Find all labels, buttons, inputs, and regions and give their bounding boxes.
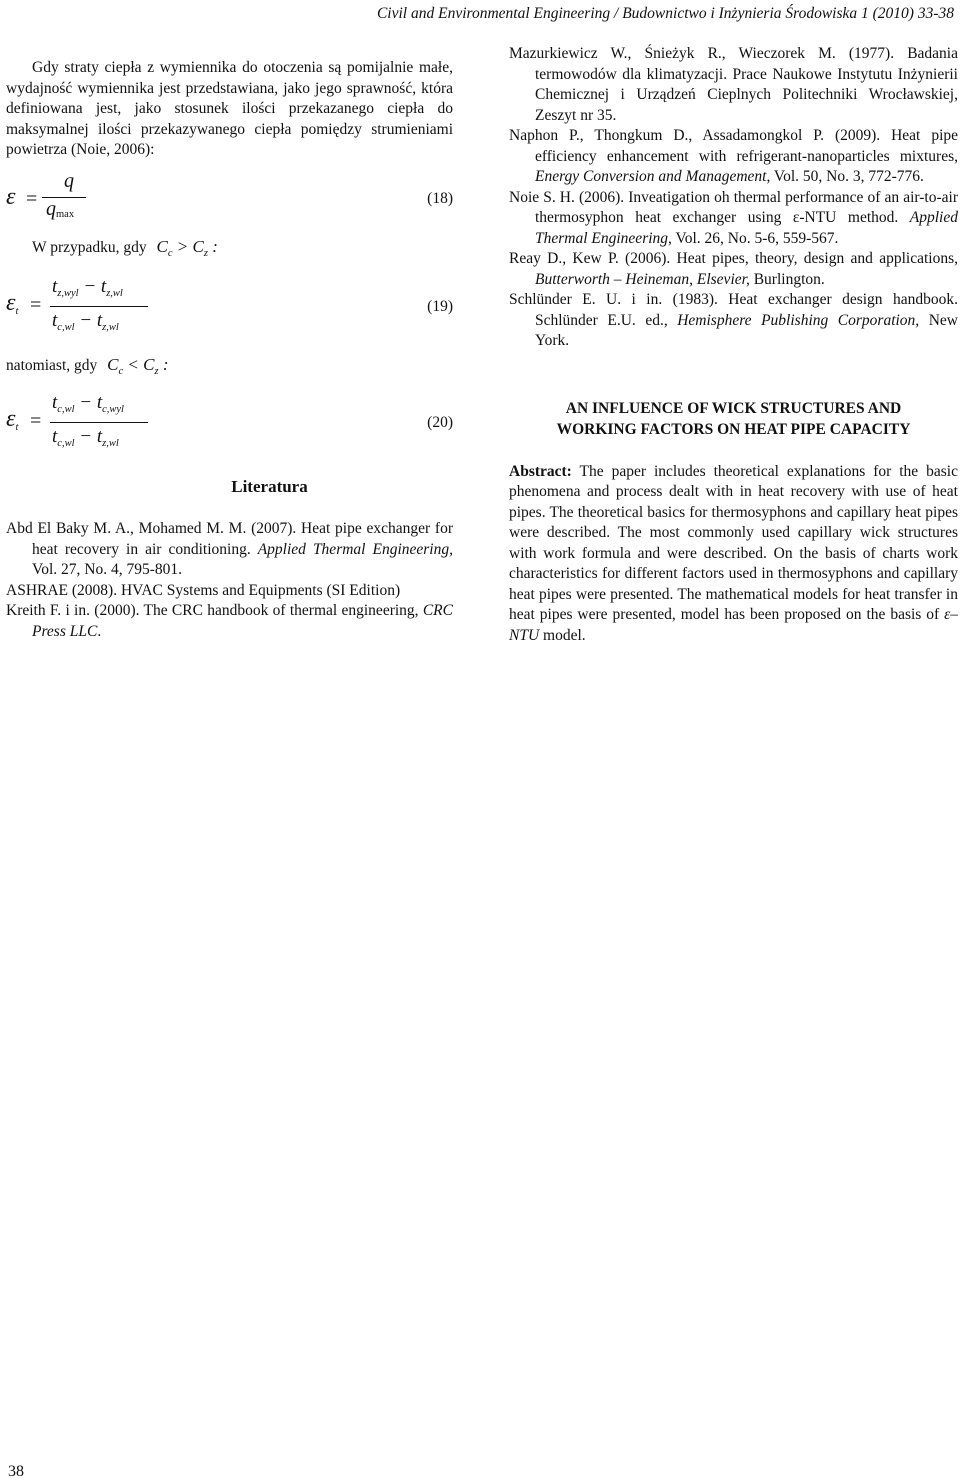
reference-text: Mazurkiewicz W., Śnieżyk R., Wieczorek M. (1977). Badania termowodów dla klimatyzacji. Prace Naukowe Instytutu Inżynierii Chemicznej i Urządzeń Cieplnych Politechniki Wrocławskiej, Zeszyt nr 35.	[509, 45, 958, 124]
abstract-text: The paper includes theoretical explanations for the basic phenomena and process dealt with in heat recovery with use of heat pipes. The theoretical basics for thermosyphons and capillary heat pipes were described. The most commonly used capillary wick structures with work formula and were described. On the basis of charts work characteristics for different factors used in thermosyphons and capillary heat pipes were presented. The mathematical models for heat transfer in heat pipes were presented, model has been proposed on the basis of	[509, 462, 958, 623]
reference-tail: .	[97, 622, 102, 640]
reference-source: Energy Conversion and Management	[535, 168, 767, 185]
references-right	[509, 44, 958, 352]
equation-number-20: (20)	[427, 413, 453, 431]
reference-item	[6, 519, 453, 581]
reference-text: Schlünder E. U. i in. (1983). Heat exchanger design handbook. Schlünder E.U. ed.,	[509, 291, 958, 329]
reference-item	[6, 581, 453, 602]
epsilon-t-symbol: εt	[6, 405, 19, 433]
reference-text: ASHRAE (2008). HVAC Systems and Equipments (SI Edition)	[6, 581, 401, 599]
reference-item	[509, 188, 958, 250]
abstract-italic: ε–NTU	[509, 606, 958, 644]
reference-tail: , Vol. 26, No. 5-6, 559-567.	[668, 229, 839, 247]
equation-19	[6, 273, 453, 343]
epsilon-symbol: ε	[6, 183, 16, 210]
condition-1-formula: $C_c > C_z$ :	[156, 236, 218, 259]
epsilon-t-symbol: εt	[6, 289, 19, 317]
reference-text: Noie S. H. (2006). Inveatigation oh thermal performance of an air-to-air thermosyphon heat exchanger using ε-NTU method.	[509, 188, 958, 226]
fraction-bar	[50, 422, 148, 423]
denominator-20: $t_{c,wl} - t_{z,wl}$	[52, 425, 119, 449]
equation-18	[6, 171, 453, 229]
reference-source: Applied Thermal Engineering	[535, 209, 958, 247]
equals-sign: =	[30, 293, 42, 316]
condition-2-formula: $C_c < C_z$ :	[107, 354, 169, 377]
right-column	[509, 44, 958, 646]
numerator-q: q	[64, 169, 74, 192]
equals-sign: =	[26, 187, 38, 210]
abstract	[509, 462, 958, 647]
reference-item	[509, 249, 958, 290]
reference-text: Abd El Baky M. A., Mohamed M. M. (2007). Heat pipe exchanger for heat recovery in air conditioning.	[6, 520, 453, 558]
reference-source: CRC Press LLC	[32, 602, 453, 640]
reference-item	[509, 44, 958, 126]
equation-number-19: (19)	[427, 297, 453, 315]
numerator-19: $t_{z,wyl} - t_{z,wl}$	[52, 275, 123, 299]
literatura-heading: Literatura	[231, 476, 308, 496]
equation-20	[6, 389, 453, 459]
abstract-label: Abstract:	[509, 462, 572, 480]
running-header: Civil and Environmental Engineering / Budownictwo i Inżynieria Środowiska 1 (2010) 33-38	[376, 5, 954, 22]
intro-paragraph: Gdy straty ciepła z wymiennika do otoczenia są pomijalnie małe, wydajność wymiennika jest przedstawiana, jako jego sprawność, która definiowana jest, jako stosunek ilości przekazanego ciepła do maksymalnej ilości przekazywanego ciepła pomiędzy strumieniami powietrza (Noie, 2006):	[6, 59, 453, 158]
reference-text: Reay D., Kew P. (2006). Heat pipes, theory, design and applications,	[509, 250, 958, 267]
condition-1-text: W przypadku, gdy	[32, 238, 147, 256]
abstract-end: model.	[539, 626, 586, 644]
fraction-bar	[50, 306, 148, 307]
condition-2	[6, 355, 453, 385]
reference-tail: , Vol. 50, No. 3, 772-776.	[766, 168, 924, 185]
reference-text: Kreith F. i in. (2000). The CRC handbook of thermal engineering,	[6, 602, 423, 619]
references-left	[6, 519, 453, 642]
numerator-20: $t_{c,wl} - t_{c,wyl}$	[52, 391, 124, 415]
reference-tail: Burlington.	[749, 270, 825, 288]
left-column	[6, 58, 453, 642]
reference-tail: Vol. 27, No. 4, 795-801.	[32, 561, 182, 578]
reference-source: Applied Thermal Engineering,	[257, 540, 453, 558]
denominator-qmax: qmax	[46, 197, 75, 220]
reference-item	[509, 126, 958, 188]
reference-source: Hemisphere Publishing Corporation,	[677, 311, 920, 329]
equation-number-18: (18)	[427, 189, 453, 207]
reference-tail: New York.	[535, 311, 958, 349]
reference-item	[6, 601, 453, 642]
condition-1	[6, 237, 453, 267]
denominator-19: $t_{c,wl} - t_{z,wl}$	[52, 309, 119, 333]
english-title: AN INFLUENCE OF WICK STRUCTURES AND WORKING FACTORS ON HEAT PIPE CAPACITY	[556, 399, 911, 438]
reference-text: Naphon P., Thongkum D., Assadamongkol P. (2009). Heat pipe efficiency enhancement with refrigerant-nanoparticles mixtures,	[509, 127, 958, 165]
equals-sign: =	[30, 409, 42, 432]
page-number: 38	[8, 1463, 24, 1480]
reference-item	[509, 290, 958, 352]
reference-source: Butterworth – Heineman, Elsevier,	[535, 270, 750, 288]
condition-2-text: natomiast, gdy	[6, 356, 98, 374]
